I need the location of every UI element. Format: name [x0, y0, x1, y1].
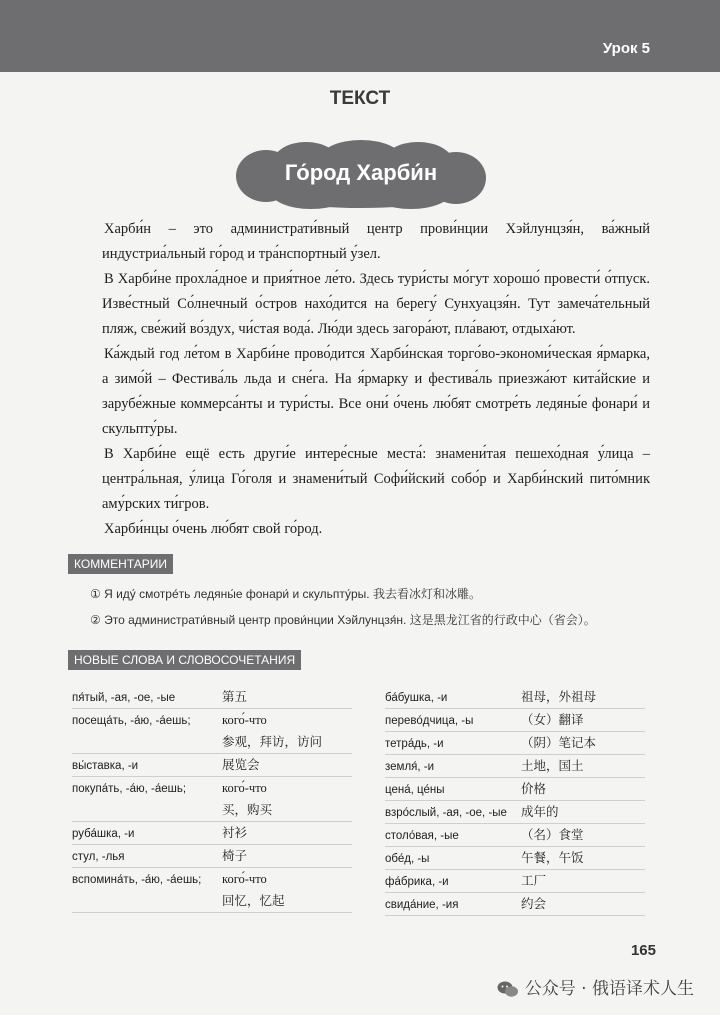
vocab-extra: 参观，拜访，访问: [222, 735, 323, 749]
vocab-left-column: [72, 686, 352, 913]
comments-label: КОММЕНТАРИИ: [68, 554, 173, 574]
vocab-row: [385, 893, 645, 916]
watermark-text: 公众号 · 俄语译术人生: [524, 979, 694, 999]
vocab-row: [385, 824, 645, 847]
vocab-translation: （阴）笔记本: [521, 736, 597, 750]
page-number: 165: [630, 942, 656, 959]
vocab-extra: 回忆，忆起: [222, 894, 285, 908]
comment-item: ② Это администрати́вный центр прови́нции Хэйлунцзя́н. 这是黑龙江省的行政中心（省会）。: [90, 613, 596, 627]
paragraph: Харби́нцы о́чень лю́бят свой го́род.: [104, 521, 323, 537]
vocab-row: [72, 822, 352, 845]
vocab-word: земля́, -и: [385, 761, 435, 773]
vocab-row: [385, 847, 645, 870]
vocab-word: фа́брика, -и: [385, 876, 449, 888]
header-bar: [0, 0, 720, 72]
vocab-row: [385, 709, 645, 732]
vocab-translation: 价格: [521, 782, 547, 796]
vocab-word: тетра́дь, -и: [385, 738, 444, 750]
vocab-row: [72, 777, 352, 822]
main-text: [102, 217, 650, 542]
vocab-translation: 第五: [222, 690, 248, 704]
vocab-word: стул, -лья: [72, 851, 125, 863]
vocab-translation: кого́-что: [222, 872, 267, 886]
lesson-label: Урок 5: [602, 40, 650, 57]
paragraph: В Харби́не прохла́дное и прия́тное ле́то. Здесь тури́сты мо́гут хорошо́ провести́ о́тпуск. Изве́стный Со́лнечный о́стров нахо́дится на берегу́ Сунхуацзя́н. Тут замеча́тельный пляж, све́жий во́здух, чи́стая вода́. Лю́ди здесь загора́ют, пла́вают, отдыха́ют.: [102, 271, 650, 337]
vocab-word: перево́дчица, -ы: [385, 715, 474, 727]
vocab-translation: 成年的: [521, 805, 559, 819]
vocab-row: [385, 755, 645, 778]
vocab-word: свида́ние, -ия: [385, 899, 459, 911]
vocab-translation: （女）翻译: [521, 713, 584, 727]
vocab-row: [385, 732, 645, 755]
vocab-translation: кого́-что: [222, 781, 267, 795]
vocab-word: вспомина́ть, -а́ю, -а́ешь;: [72, 874, 202, 886]
title-cloud: [236, 140, 486, 210]
vocab-row: [72, 709, 352, 754]
vocab-label: НОВЫЕ СЛОВА И СЛОВОСОЧЕТАНИЯ: [68, 650, 301, 670]
vocab-translation: 午餐，午饭: [521, 851, 584, 865]
vocab-row: [72, 754, 352, 777]
comment-item: ① Я иду́ смотре́ть ледяны́е фонари́ и скульпту́ры. 我去看冰灯和冰雕。: [90, 587, 481, 601]
vocab-row: [385, 870, 645, 893]
vocab-translation: кого́-что: [222, 713, 267, 727]
vocab-translation: 工厂: [521, 874, 547, 888]
vocab-translation: （名）食堂: [521, 828, 584, 842]
vocab-word: покупа́ть, -а́ю, -а́ешь;: [72, 783, 187, 795]
vocab-word: посеща́ть, -а́ю, -а́ешь;: [72, 715, 191, 727]
section-title: ТЕКСТ: [329, 88, 391, 109]
vocab-word: ба́бушка, -и: [385, 692, 448, 704]
vocab-row: [72, 845, 352, 868]
vocab-row: [72, 868, 352, 913]
paragraph: Ка́ждый год ле́том в Харби́не прово́дится Харби́нская торго́во-экономи́ческая я́рмарка, а зимо́й – Фестива́ль льда и сне́га. На я́рмарку и фестива́ль приезжа́ют кита́йские и зарубе́жные коммерса́нты и тури́сты. Все они́ о́чень лю́бят смотре́ть ледяны́е фонари́ и скульпту́ры.: [102, 346, 650, 437]
paragraph: Харби́н – это администрати́вный центр прови́нции Хэйлунцзя́н, ва́жный индустриа́льный го́род и тра́нспортный у́зел.: [102, 221, 650, 262]
vocab-translation: 约会: [521, 897, 547, 911]
vocab-word: обе́д, -ы: [385, 853, 430, 865]
vocab-right-column: [385, 686, 645, 916]
vocab-translation: 土地，国土: [521, 759, 584, 773]
vocab-word: пя́тый, -ая, -ое, -ые: [72, 692, 176, 704]
vocab-word: руба́шка, -и: [72, 828, 135, 840]
wechat-logo-icon: [497, 980, 519, 998]
vocab-translation: 衬衫: [222, 826, 248, 840]
vocab-row: [385, 686, 645, 709]
vocab-row: [72, 686, 352, 709]
vocab-word: взро́слый, -ая, -ое, -ые: [385, 807, 507, 819]
vocab-row: [385, 778, 645, 801]
vocab-translation: 展览会: [222, 758, 260, 772]
vocab-translation: 祖母，外祖母: [521, 690, 597, 704]
vocab-translation: 椅子: [222, 849, 248, 863]
vocab-row: [385, 801, 645, 824]
paragraph: В Харби́не ещё есть други́е интере́сные места́: знамени́тая пешехо́дная у́лица – центра́льная, у́лица Го́голя и знамени́тый Софи́йский собо́р и Харби́нский пито́мник аму́рских ти́гров.: [102, 446, 650, 512]
vocab-extra: 买，购买: [222, 803, 273, 817]
watermark: [497, 974, 694, 999]
vocab-word: вы́ставка, -и: [72, 760, 139, 772]
text-title: Го́род Харби́н: [284, 160, 438, 185]
vocab-word: цена́, це́ны: [385, 784, 445, 796]
vocab-word: столо́вая, -ые: [385, 830, 459, 842]
